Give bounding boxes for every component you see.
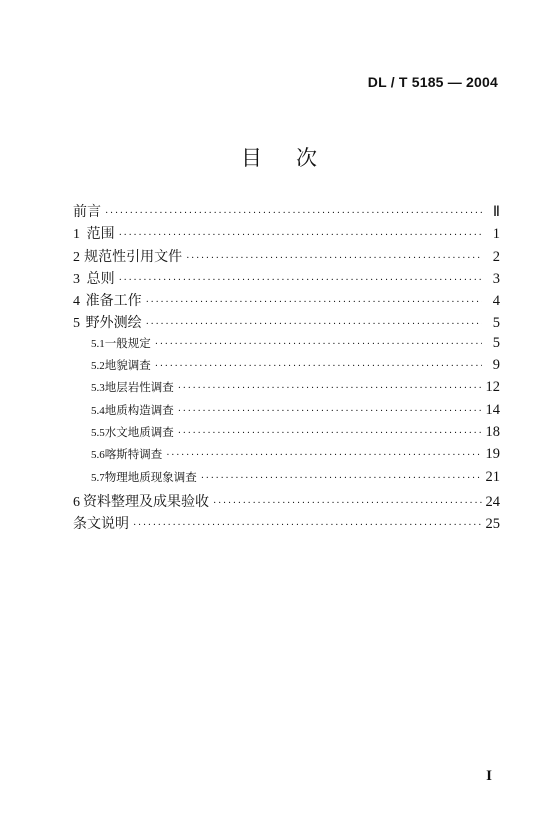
toc-entry-scope[interactable] <box>73 223 500 245</box>
toc-entry-page: 19 <box>485 446 500 463</box>
toc-entry-number: 5.3 <box>91 382 105 395</box>
toc-entry-label: 地貌调查 <box>104 358 151 373</box>
toc-entry-page: 5 <box>492 315 500 332</box>
toc-entry-page: 4 <box>492 293 500 310</box>
toc-leader-dots <box>119 231 482 241</box>
toc-entry-explanation[interactable] <box>73 513 500 535</box>
toc-entry-page: 14 <box>485 401 500 418</box>
toc-leader-dots <box>133 521 482 531</box>
toc-leader-dots <box>155 340 482 350</box>
toc-entry-label: 一般规定 <box>104 335 151 350</box>
toc-entry-number: 5.7 <box>91 471 105 484</box>
toc-entry-label: 物理地质现象调查 <box>104 469 197 484</box>
toc-leader-dots <box>105 209 482 219</box>
toc-entry-label: 野外测绘 <box>85 315 142 332</box>
standard-code: DL / T 5185 — 2004 <box>367 74 498 90</box>
toc-entry-page: 5 <box>492 334 500 351</box>
toc-entry-number: 5.1 <box>91 337 105 350</box>
toc-entry-number: 6 <box>73 494 80 510</box>
page-number: I <box>486 768 492 784</box>
toc-entry-page: 24 <box>485 493 500 510</box>
toc-entry-number: 3 <box>73 271 80 287</box>
toc-entry-label: 喀斯特调查 <box>104 447 163 462</box>
toc-entry-label: 资料整理及成果验收 <box>83 493 210 510</box>
toc-entry-field-mapping[interactable] <box>73 312 500 334</box>
toc-leader-dots <box>178 407 482 417</box>
toc-entry-number: 4 <box>73 294 80 310</box>
toc-leader-dots <box>146 320 482 330</box>
toc-entry-general-provisions[interactable] <box>73 268 500 290</box>
toc-entry-page: 25 <box>485 516 500 533</box>
toc-entry-page: 21 <box>485 468 500 485</box>
toc-leader-dots <box>146 298 482 308</box>
toc-entry-label: 范围 <box>86 226 115 243</box>
toc-entry-label: 前言 <box>73 204 101 220</box>
toc-leader-dots <box>155 362 482 372</box>
toc-entry-number: 5.5 <box>91 426 105 439</box>
toc-entry-karst-survey[interactable] <box>73 446 500 468</box>
table-of-contents <box>73 201 500 535</box>
toc-entry-number: 5.4 <box>91 404 105 417</box>
toc-entry-number: 5.6 <box>91 449 105 462</box>
toc-entry-landform-survey[interactable] <box>73 357 500 379</box>
toc-entry-hydrogeology-survey[interactable] <box>73 424 500 446</box>
toc-entry-label: 水文地质调查 <box>104 424 174 439</box>
toc-entry-data-processing[interactable] <box>73 491 500 513</box>
toc-entry-label: 准备工作 <box>85 293 142 310</box>
toc-entry-number: 5 <box>73 316 80 332</box>
toc-leader-dots <box>186 254 482 264</box>
toc-entry-label: 总则 <box>86 270 115 287</box>
toc-entry-page: 9 <box>492 357 500 374</box>
toc-entry-page: 3 <box>492 270 500 287</box>
toc-entry-preparation[interactable] <box>73 290 500 312</box>
toc-entry-page: 18 <box>485 423 500 440</box>
toc-entry-label: 条文说明 <box>73 516 129 533</box>
toc-entry-structure-survey[interactable] <box>73 402 500 424</box>
toc-leader-dots <box>213 499 481 509</box>
toc-entry-foreword[interactable] <box>73 201 500 223</box>
page-title: 目次 <box>241 146 351 170</box>
toc-entry-page: 1 <box>492 226 500 243</box>
toc-entry-label: 地层岩性调查 <box>104 380 174 395</box>
toc-entry-physical-geology-survey[interactable] <box>73 469 500 491</box>
toc-leader-dots <box>166 451 481 461</box>
toc-entry-number: 2 <box>73 249 80 265</box>
toc-leader-dots <box>201 474 482 484</box>
toc-entry-number: 5.2 <box>91 360 105 373</box>
toc-entry-general-rules[interactable] <box>73 335 500 357</box>
toc-leader-dots <box>178 429 482 439</box>
toc-leader-dots <box>119 276 482 286</box>
toc-entry-label: 规范性引用文件 <box>84 248 183 265</box>
toc-entry-label: 地质构造调查 <box>104 402 174 417</box>
toc-entry-stratigraphy-survey[interactable] <box>73 379 500 401</box>
toc-entry-page: Ⅱ <box>492 204 500 220</box>
toc-entry-number: 1 <box>73 227 80 243</box>
toc-entry-page: 12 <box>485 379 500 396</box>
toc-entry-normative-references[interactable] <box>73 246 500 268</box>
toc-leader-dots <box>178 384 482 394</box>
toc-entry-page: 2 <box>492 248 500 265</box>
